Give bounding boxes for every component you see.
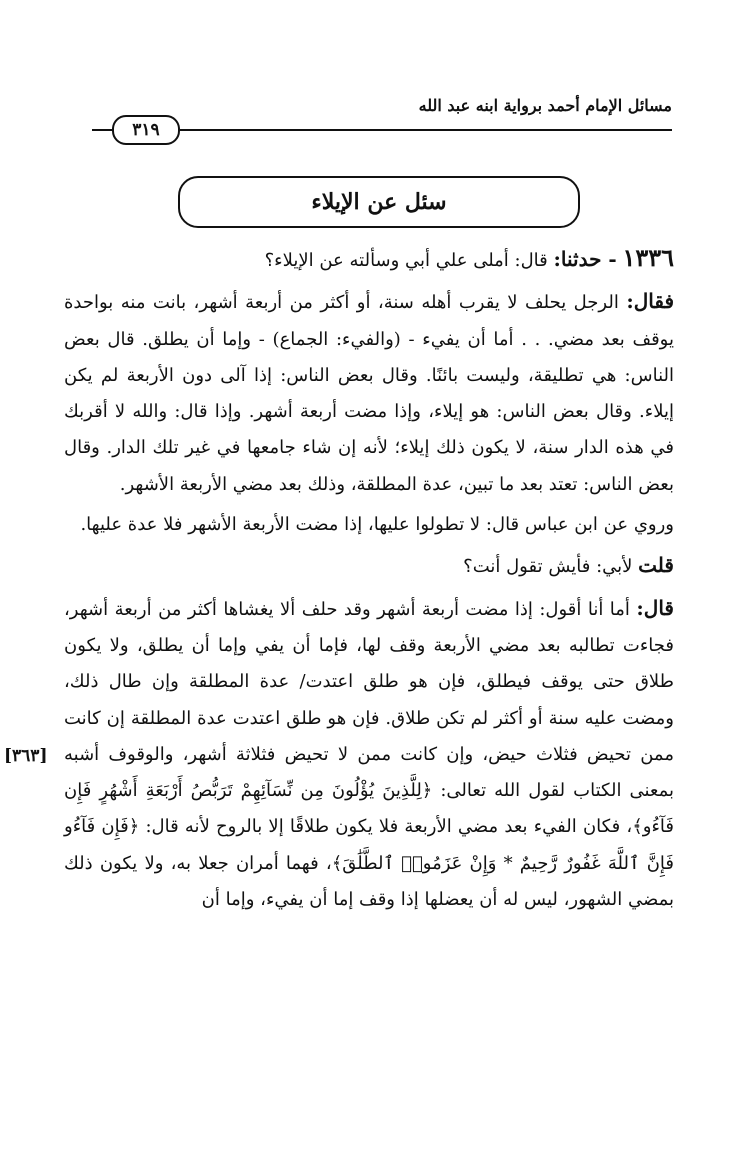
margin-page-reference: [٣٦٣] [4,746,48,766]
paragraph-text: الرجل يحلف لا يقرب أهله سنة، أو أكثر من أربعة أشهر، بانت منه بواحدة يوقف بعد مضي. . . أما أن يفيء - (والفيء: الجماع) - وإما أن يطلق. قال بعض الناس: هي تطليقة، وليست بائنًا. وقال بعض الناس: إذا آلى دون الأربعة لم يكن إيلاء. وقال بعض الناس: هو إيلاء، وإذا مضت أربعة أشهر. وإذا قال: والله لا أقربك في هذه الدار سنة، لا يكون ذلك إيلاء؛ لأنه إن شاء جامعها في غير تلك الدار. وقال بعض الناس: تعتد بعد ما تبين، عدة المطلقة، وذلك بعد مضي الأربعة الأشهر. [64,292,674,495]
chapter-heading-frame [178,176,580,228]
paragraph [64,283,674,503]
paragraph-lead: قلت [638,553,674,578]
paragraph [64,590,674,919]
paragraph-text: لأبي: فأيش تقول أنت؟ [463,556,633,578]
paragraph-lead: قال: [636,595,674,620]
paragraph [64,547,674,585]
page-number: ٣١٩ [112,115,180,145]
paragraph-text: أما أنا أقول: إذا مضت أربعة أشهر وقد حلف ألا يغشاها أكثر من أربعة أشهر، فجاءت تطالبه بعد مضي الأربعة وقف لها، فإما أن يفي وإما أن يطلق، ولا يكون طلاق حتى يوقف فيطلق، فإن هو طلق اعتدت/ عدة المطلقة وإن طال ذلك، ومضت عليه سنة أو أكثر لم تكن طلاق. فإن هو طلق اعتدت عدة المطلقة إن كانت ممن تحيض فثلاث حيض، وإن كانت ممن لا تحيض فثلاثة أشهر، والوقوف أشبه بمعنى الكتاب لقول الله تعالى: ﴿لِلَّذِينَ يُؤْلُونَ مِن نِّسَآئِهِمْ تَرَبُّصُ أَرْبَعَةِ أَشْهُرٍ فَإِن فَآءُو﴾، فكان الفيء بعد مضي الأربعة فلا يكون طلاقًا إلا بالروح لأنه قال: ﴿فَإِن فَآءُو فَإِنَّ ٱللَّهَ غَفُورٌ رَّحِيمٌ * وَإِنْ عَزَمُوا۟ ٱلطَّلَٰقَ﴾، فهما أمران جعلا به، ولا يكون ذلك بمضي الشهور، ليس له أن يعضلها إذا وقف إما أن يفيء، وإما أن [64,598,674,911]
entry-lead: - حدثنا: [553,247,617,271]
entry-line [64,240,674,279]
body-text [64,240,674,922]
chapter-title: سئل عن الإيلاء [311,189,447,215]
entry-text: قال: أملى علي أبي وسألته عن الإيلاء؟ [264,250,548,271]
paragraph [64,507,674,543]
running-title: مسائل الإمام أحمد برواية ابنه عبد الله [418,96,672,115]
paragraph-lead: فقال: [626,289,674,314]
paragraph-text: وروي عن ابن عباس قال: لا تطولوا عليها، إذا مضت الأربعة الأشهر فلا عدة عليها. [80,514,674,536]
entry-number: ١٣٣٦ [622,243,674,272]
